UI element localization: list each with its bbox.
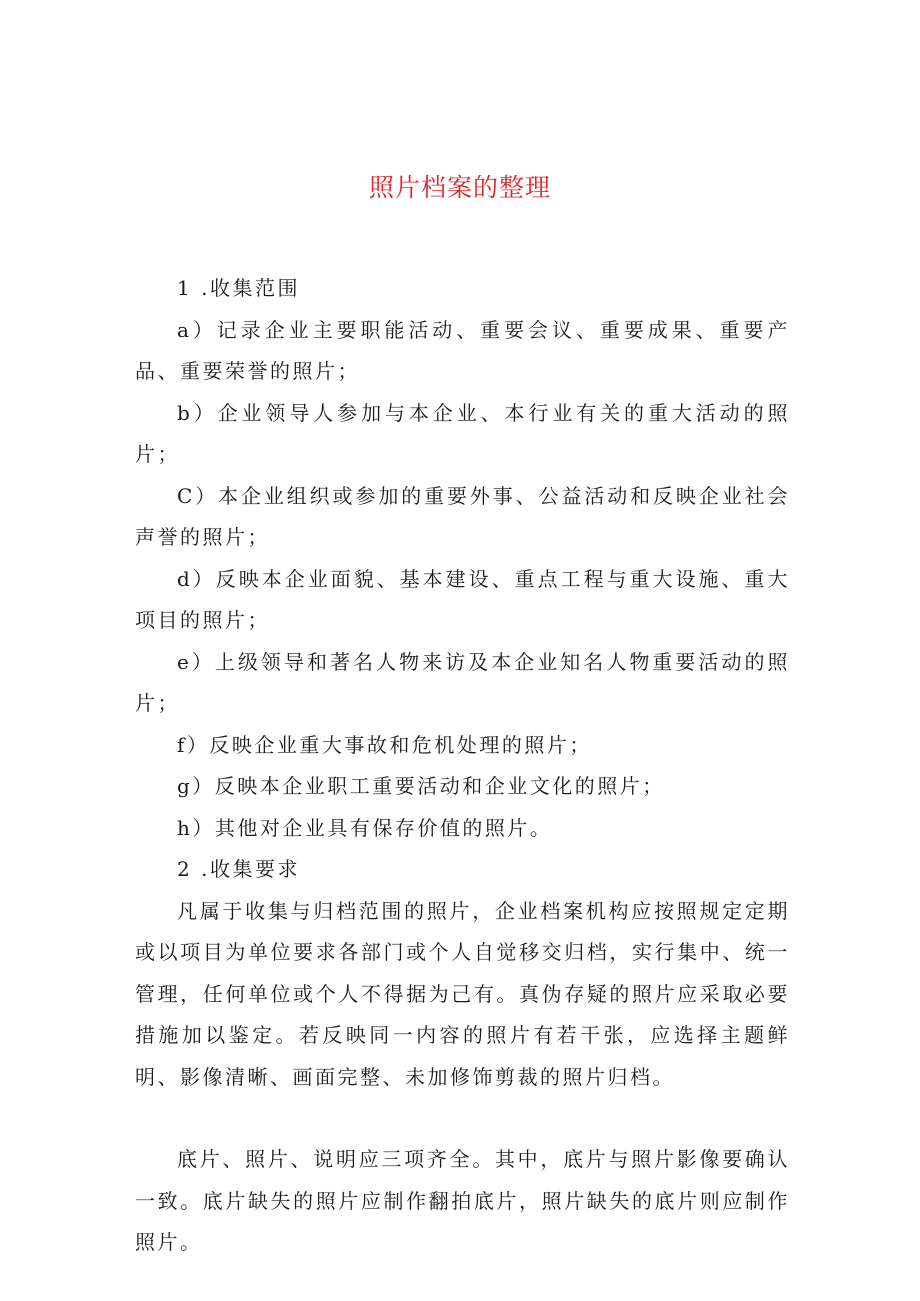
section-heading-collection-requirements: 2 .收集要求 — [177, 857, 300, 881]
negatives-paragraph: 底片、照片、说明应三项齐全。其中，底片与照片影像要确认一致。底片缺失的照片应制作翻拍底片，照片缺失的底片则应制作照片。 — [135, 1147, 790, 1254]
document-body — [135, 268, 790, 1264]
list-item-h: h）其他对企业具有保存价值的照片。 — [177, 815, 553, 840]
list-item-d: d）反映本企业面貌、基本建设、重点工程与重大设施、重大项目的照片； — [135, 566, 790, 632]
list-item-c: C）本企业组织或参加的重要外事、公益活动和反映企业社会声誉的照片； — [135, 483, 790, 549]
page-title: 照片档案的整理 — [368, 173, 551, 202]
list-item-g: g）反映本企业职工重要活动和企业文化的照片； — [177, 774, 665, 798]
list-item-a: a）记录企业主要职能活动、重要会议、重要成果、重要产品、重要荣誉的照片； — [135, 317, 790, 383]
requirements-paragraph: 凡属于收集与归档范围的照片，企业档案机构应按照规定定期或以项目为单位要求各部门或个人自觉移交归档，实行集中、统一管理，任何单位或个人不得据为己有。真伪存疑的照片应采取必要措施加以鉴定。若反映同一内容的照片有若干张，应选择主题鲜明、影像清晰、画面完整、未加修饰剪裁的照片归档。 — [135, 898, 790, 1089]
section-heading-collection-scope: 1 .收集范围 — [177, 276, 300, 300]
list-item-b: b）企业领导人参加与本企业、本行业有关的重大活动的照片； — [135, 400, 790, 466]
list-item-f: f）反映企业重大事故和危机处理的照片； — [177, 732, 592, 757]
list-item-e: e）上级领导和著名人物来访及本企业知名人物重要活动的照片； — [135, 649, 790, 715]
